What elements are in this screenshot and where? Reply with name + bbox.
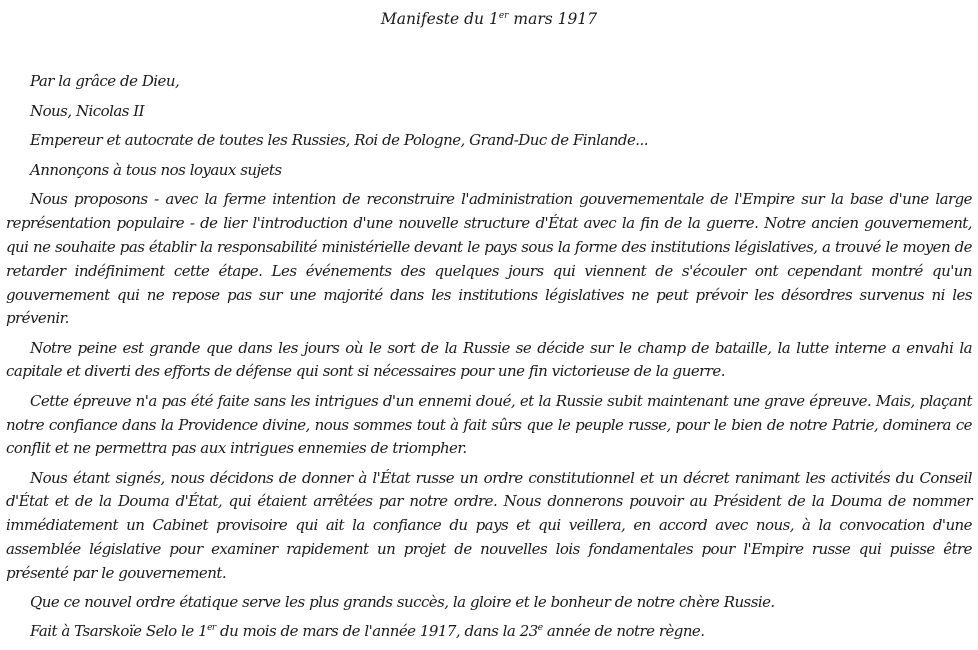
- closing-superscript-2: e: [537, 623, 543, 634]
- manifesto-body: [6, 70, 972, 650]
- closing-superscript-1: er: [207, 623, 216, 634]
- announcement-line: Annonçons à tous nos loyaux sujets: [30, 160, 282, 179]
- paragraph-wish: Que ce nouvel ordre étatique serve les plus grands succès, la gloire et le bonheur de notre chère Russie.: [30, 593, 775, 612]
- salutation-line: Par la grâce de Dieu,: [30, 72, 180, 90]
- closing-part-3: année de notre règne.: [542, 622, 705, 641]
- title-rest: mars 1917: [508, 10, 598, 28]
- titles-line: Empereur et autocrate de toutes les Russies, Roi de Pologne, Grand-Duc de Finlande...: [30, 131, 648, 150]
- closing-part-2: du mois de mars de l'année 1917, dans la 23: [215, 622, 538, 641]
- sovereign-line: Nous, Nicolas II: [30, 101, 145, 120]
- title-superscript: er: [498, 11, 509, 21]
- page-title: [0, 8, 978, 30]
- paragraph-reform: Nous proposons - avec la ferme intention de reconstruire l'administration gouvernementale de l'Empire sur la base d'une large représentation populaire - de lier l'introduction d'une nouvelle structure d'État avec la fin de la guerre. Notre ancien gouvernement, qui ne souhaite pas établir la responsabilité ministérielle devant le pays sous la forme des institutions législatives, a trouvé le moyen de retarder indéfiniment cette étape. Les événements des quelques jours qui viennent de s'écouler ont cependant montré qu'un gouvernement qui ne repose pas sur une majorité dans les institutions législatives ne peut prévoir les désordres survenus ni les prévenir.: [6, 190, 972, 328]
- closing-part-1: Fait à Tsarskoïe Selo le 1: [30, 622, 208, 641]
- paragraph-trial: Cette épreuve n'a pas été faite sans les intrigues d'un ennemi doué, et la Russie subit maintenant une grave épreuve. Mais, plaçant notre confiance dans la Providence divine, nous sommes tout à fait sûrs que le peuple russe, pour le bien de notre Patrie, dominera ce conflit et ne permettra pas aux intrigues ennemies de triompher.: [6, 391, 972, 458]
- paragraph-grief: Notre peine est grande que dans les jours où le sort de la Russie se décide sur le champ de bataille, la lutte interne a envahi la capitale et diverti des efforts de défense qui sont si nécessaires pour une fin victorieuse de la guerre.: [6, 338, 972, 381]
- paragraph-constitution: Nous étant signés, nous décidons de donner à l'État russe un ordre constitutionnel et un décret ranimant les activités du Conseil d'État et de la Douma d'État, qui étaient arrêtées par notre ordre. Nous donnerons pouvoir au Président de la Douma de nommer immédiatement un Cabinet provisoire qui ait la confiance du pays et qui veillera, en accord avec nous, à la convocation d'une assemblée législative pour examiner rapidement un projet de nouvelles lois fondamentales pour l'Empire russe qui puisse être présenté par le gouvernement.: [6, 468, 972, 582]
- title-main: Manifeste du 1: [380, 10, 499, 28]
